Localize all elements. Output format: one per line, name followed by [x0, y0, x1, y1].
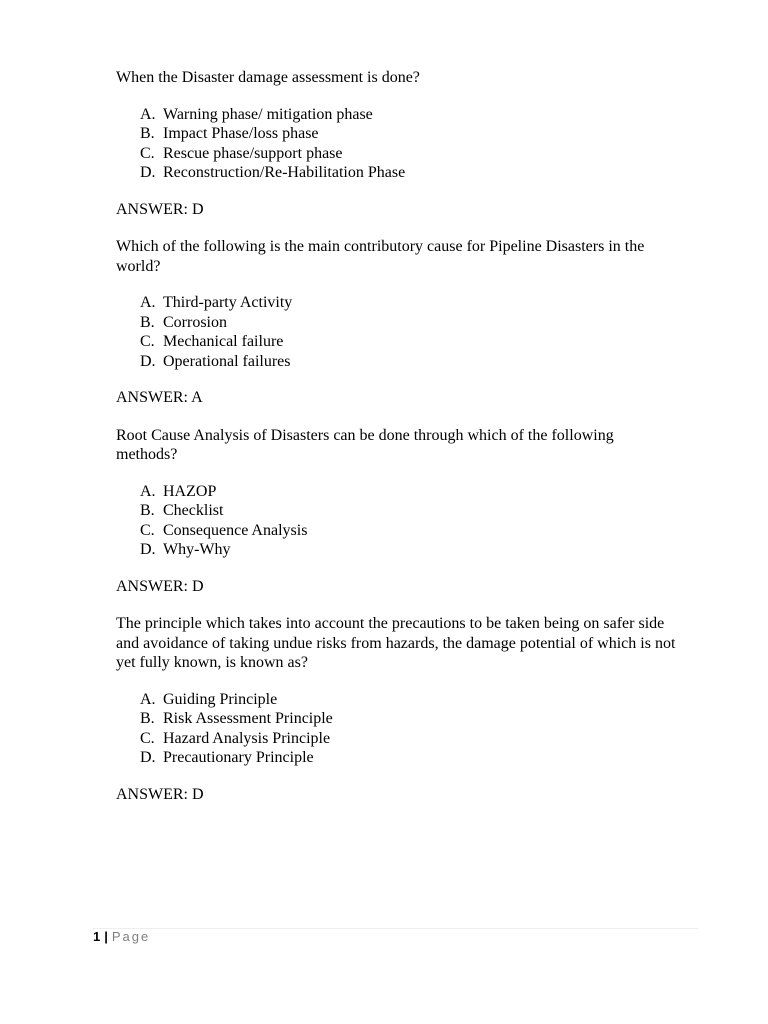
option-item	[116, 748, 676, 768]
option-item	[116, 124, 676, 144]
question-block-2	[116, 237, 676, 408]
options-list	[116, 105, 676, 183]
question-text: When the Disaster damage assessment is done?	[116, 69, 420, 86]
answer-text: ANSWER: D	[116, 577, 204, 595]
footer-divider	[92, 928, 698, 929]
option-text: Why-Why	[163, 541, 231, 558]
option-item	[116, 482, 676, 502]
option-letter: C.	[140, 729, 155, 747]
options-list	[116, 482, 676, 560]
option-text: Rescue phase/support phase	[163, 144, 343, 162]
option-item	[116, 293, 676, 313]
option-letter: D.	[140, 541, 156, 558]
option-letter: B.	[140, 313, 155, 331]
option-letter: B.	[140, 502, 155, 519]
question-block-3	[116, 426, 676, 597]
option-letter: A.	[140, 690, 156, 708]
question-block-1	[116, 68, 676, 219]
option-letter: C.	[140, 521, 155, 539]
option-text: Risk Assessment Principle	[163, 710, 333, 727]
option-text: Operational failures	[163, 352, 291, 370]
option-text: Warning phase/ mitigation phase	[163, 105, 373, 123]
option-letter: A.	[140, 482, 156, 500]
option-text: Precautionary Principle	[163, 749, 314, 766]
question-text: The principle which takes into account the precautions to be taken being on safer side and avoidance of taking undue risks from hazards, the damage potential of which is not yet fully known, is known as?	[116, 615, 676, 671]
option-text: HAZOP	[163, 482, 217, 500]
option-letter: A.	[140, 105, 156, 123]
page-footer	[93, 929, 150, 944]
page-label: Page	[111, 929, 151, 944]
option-item	[116, 690, 676, 710]
answer-text: ANSWER: A	[116, 389, 203, 406]
option-letter: B.	[140, 125, 155, 142]
option-item	[116, 352, 676, 372]
option-text: Corrosion	[163, 313, 227, 331]
option-letter: C.	[140, 333, 155, 350]
option-item	[116, 729, 676, 749]
answer-text: ANSWER: D	[116, 785, 204, 803]
question-text: Which of the following is the main contributory cause for Pipeline Disasters in the world?	[116, 238, 645, 275]
option-text: Third-party Activity	[163, 294, 293, 311]
option-letter: A.	[140, 294, 156, 311]
option-item	[116, 540, 676, 560]
option-letter: D.	[140, 749, 156, 766]
page-number: 1	[93, 929, 101, 944]
option-letter: D.	[140, 352, 156, 370]
option-item	[116, 332, 676, 352]
option-text: Checklist	[163, 502, 224, 519]
options-list	[116, 690, 676, 768]
option-item	[116, 709, 676, 729]
option-text: Impact Phase/loss phase	[163, 125, 319, 142]
answer-text: ANSWER: D	[116, 200, 204, 218]
option-letter: C.	[140, 144, 155, 162]
option-text: Mechanical failure	[163, 333, 284, 350]
option-text: Hazard Analysis Principle	[163, 729, 331, 747]
option-letter: D.	[140, 164, 156, 181]
quiz-content	[116, 68, 676, 822]
option-text: Consequence Analysis	[163, 521, 308, 539]
option-item	[116, 163, 676, 183]
question-block-4	[116, 614, 676, 804]
option-letter: B.	[140, 710, 155, 727]
question-text: Root Cause Analysis of Disasters can be done through which of the following methods?	[116, 426, 614, 463]
option-text: Reconstruction/Re-Habilitation Phase	[163, 164, 406, 181]
footer-separator: |	[104, 929, 108, 944]
option-item	[116, 144, 676, 164]
option-text: Guiding Principle	[163, 690, 278, 708]
option-item	[116, 501, 676, 521]
option-item	[116, 521, 676, 541]
option-item	[116, 313, 676, 333]
options-list	[116, 293, 676, 371]
option-item	[116, 105, 676, 125]
